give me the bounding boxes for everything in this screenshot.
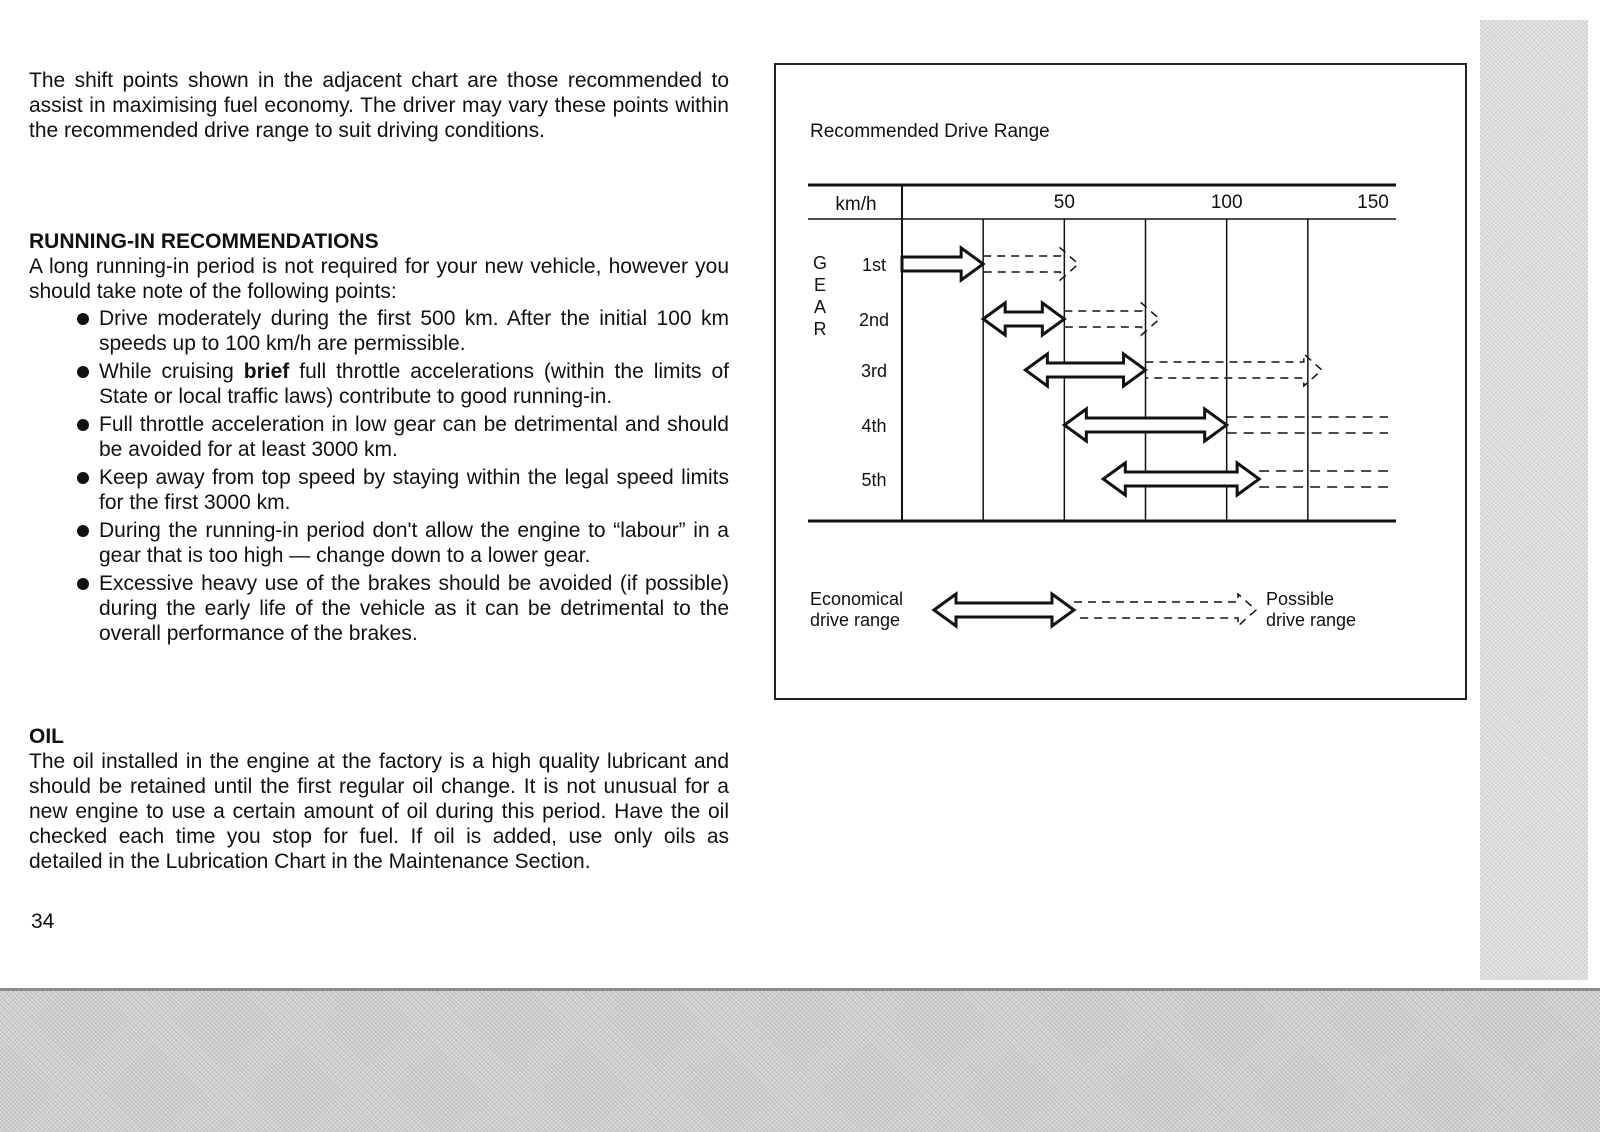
x-tick-label: 100 [1210,192,1243,213]
legend-possible-label: drive range [1266,610,1357,630]
bullet-icon [77,419,89,431]
gear-label: 1st [861,255,887,275]
intro-block [29,68,729,143]
scan-edge-bottom [0,988,1600,1132]
drive-range-chart [774,63,1467,700]
bullet-icon [77,472,89,484]
list-item: Full throttle acceleration in low gear can be detrimental and should be avoided for at least 3000 km. [77,412,729,462]
economical-range-bar [1025,354,1145,386]
y-axis-letter: A [813,297,827,317]
gear-label: 2nd [858,310,890,330]
bullet-icon [77,578,89,590]
y-axis-letter: G [812,253,828,273]
bullet-icon [77,525,89,537]
legend-economical-arrow [934,594,1074,626]
x-tick-label: 150 [1357,192,1389,213]
intro-paragraph: The shift points shown in the adjacent chart are those recommended to assist in maximising fuel economy. The driver may vary these points within the recommended drive range to suit driving conditions. [29,69,729,142]
running-in-lead: A long running-in period is not required for your new vehicle, however you should take note of the following points: [29,255,729,303]
y-axis-letter: R [813,319,827,339]
gear-label: 4th [861,416,887,436]
list-item: Drive moderately during the first 500 km. After the initial 100 km speeds up to 100 km/h are permissible. [77,306,729,356]
gear-label: 5th [861,470,887,490]
legend-economical-label: Economical [810,589,904,609]
chart-svg [776,65,1469,702]
oil-section [29,724,729,874]
economical-range-bar [902,248,983,280]
list-item: Excessive heavy use of the brakes should be avoided (if possible) during the early life of the vehicle as it can be detrimental to the overall performance of the brakes. [77,571,729,646]
unit-label: km/h [835,194,877,215]
emphasis-brief: brief [243,360,290,383]
possible-range-bar [1146,354,1322,386]
gear-label: 3rd [860,361,888,381]
page-number: 34 [31,910,55,933]
scan-edge-right [1480,20,1588,980]
chart-title: Recommended Drive Range [810,121,1050,142]
economical-range-bar [983,303,1064,335]
oil-paragraph: The oil installed in the engine at the factory is a high quality lubricant and should be retained until the first regular oil change. It is not unusual for a new engine to use a certain amount of oil during this period. Have the oil checked each time you stop for fuel. If oil is added, use only oils as detailed in the Lubrication Chart in the Maintenance Section. [29,750,729,873]
running-in-list [29,306,729,646]
legend-economical-label: drive range [810,610,901,630]
legend-possible-arrow [1074,594,1256,626]
list-item: During the running-in period don't allow the engine to “labour” in a gear that is too high — change down to a lower gear. [77,518,729,568]
bullet-icon [77,366,89,378]
legend-possible-label: Possible [1266,589,1335,609]
economical-range-bar [1103,463,1259,495]
list-item: While cruising brief full throttle accelerations (within the limits of State or local traffic laws) contribute to good running-in. [77,359,729,409]
y-axis-letter: E [813,275,827,295]
running-in-heading: RUNNING-IN RECOMMENDATIONS [29,230,379,253]
x-tick-label: 50 [1053,192,1075,213]
running-in-section [29,229,729,649]
bullet-icon [77,313,89,325]
oil-heading: OIL [29,725,64,748]
list-item: Keep away from top speed by staying within the legal speed limits for the first 3000 km. [77,465,729,515]
